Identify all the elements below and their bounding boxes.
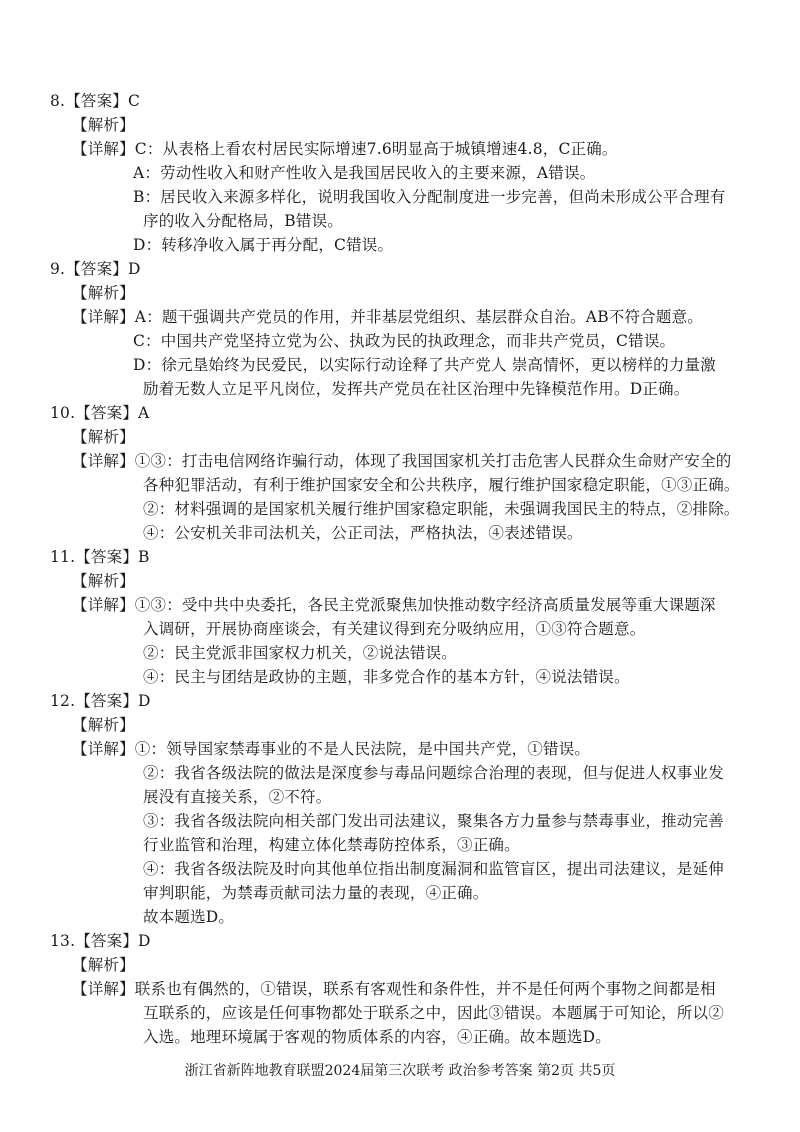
q12-answer: 12.【答案】D	[50, 692, 151, 710]
q13-answer: 13.【答案】D	[50, 932, 151, 950]
q12-detail-3: 展没有直接关系，②不符。	[143, 788, 332, 806]
q12-detail-2: ②：我省各级法院的做法是深度参与毒品问题综合治理的表现，但与促进人权事业发	[143, 764, 724, 782]
q11-analysis-label: 【解析】	[72, 572, 135, 590]
q11-answer: 11.【答案】B	[50, 548, 150, 566]
q11-detail-4: ④：民主与团结是政协的主题，非多党合作的基本方针，④说法错误。	[143, 668, 630, 686]
q9-analysis-label: 【解析】	[72, 284, 135, 302]
q11-detail-1: 【详解】①③：受中共中央委托，各民主党派聚焦加快推动数字经济高质量发展等重大课题深	[72, 596, 716, 614]
q9-detail-1: 【详解】A：题干强调共产党员的作用，并非基层党组织、基层群众自治。AB不符合题意。	[72, 308, 703, 326]
q9-answer: 9.【答案】D	[50, 260, 141, 278]
q8-detail-2: A：劳动性收入和财产性收入是我国居民收入的主要来源，A错误。	[133, 164, 596, 182]
q10-detail-3: ②：材料强调的是国家机关履行维护国家稳定职能，未强调我国民主的特点，②排除。	[143, 500, 740, 518]
q12-detail-1: 【详解】①：领导国家禁毒事业的不是人民法院，是中国共产党，①错误。	[72, 740, 591, 758]
q12-detail-6: ④：我省各级法院及时向其他单位指出制度漏洞和监管盲区，提出司法建议，是延伸	[143, 860, 724, 878]
q8-detail-1: 【详解】C：从表格上看农村居民实际增速7.6明显高于城镇增速4.8，C正确。	[72, 140, 618, 158]
q13-detail-3: 入选。地理环境属于客观的物质体系的内容，④正确。故本题选D。	[143, 1028, 611, 1046]
q13-detail-1: 【详解】联系也有偶然的，①错误，联系有客观性和条件性，并不是任何两个事物之间都是相	[72, 980, 716, 998]
q11-detail-3: ②：民主党派非国家权力机关，②说法错误。	[143, 644, 458, 662]
q8-answer: 8.【答案】C	[50, 92, 141, 110]
q12-conclusion: 故本题选D。	[143, 908, 235, 926]
q13-detail-2: 互联系的，应该是任何事物都处于联系之中，因此③错误。本题属于可知论，所以②	[143, 1004, 724, 1022]
q8-detail-4: 序的收入分配格局，B错误。	[143, 212, 343, 230]
q9-detail-4: 励着无数人立足平凡岗位，发挥共产党员在社区治理中先锋模范作用。D正确。	[143, 380, 690, 398]
q11-detail-2: 入调研，开展协商座谈会，有关建议得到充分吸纳应用，①③符合题意。	[143, 620, 646, 638]
q9-detail-3: D：徐元垦始终为民爱民，以实际行动诠释了共产党人 崇高情怀，更以榜样的力量激	[133, 356, 716, 374]
q10-detail-2: 各种犯罪活动，有利于维护国家安全和公共秩序，履行维护国家稳定职能，①③正确。	[143, 476, 740, 494]
q10-detail-1: 【详解】①③：打击电信网络诈骗行动，体现了我国国家机关打击危害人民群众生命财产安全的	[72, 452, 732, 470]
q12-analysis-label: 【解析】	[72, 716, 135, 734]
q13-analysis-label: 【解析】	[72, 956, 135, 974]
q10-answer: 10.【答案】A	[50, 404, 150, 422]
q10-analysis-label: 【解析】	[72, 428, 135, 446]
q12-detail-7: 审判职能，为禁毒贡献司法力量的表现，④正确。	[143, 884, 489, 902]
q8-detail-5: D：转移净收入属于再分配，C错误。	[133, 236, 394, 254]
q12-detail-5: 行业监管和治理，构建立体化禁毒防控体系，③正确。	[143, 836, 520, 854]
q8-analysis-label: 【解析】	[72, 116, 135, 134]
q9-detail-2: C：中国共产党坚持立党为公、执政为民的执政理念，而非共产党员，C错误。	[133, 332, 676, 350]
q8-detail-3: B：居民收入来源多样化，说明我国收入分配制度进一步完善，但尚未形成公平合理有	[133, 188, 726, 206]
page-footer: 浙江省新阵地教育联盟2024届第三次联考 政治参考答案 第2页 共5页	[184, 1063, 616, 1079]
q12-detail-4: ③：我省各级法院向相关部门发出司法建议，聚集各方力量参与禁毒事业，推动完善	[143, 812, 724, 830]
q10-detail-4: ④：公安机关非司法机关，公正司法，严格执法，④表述错误。	[143, 524, 583, 542]
